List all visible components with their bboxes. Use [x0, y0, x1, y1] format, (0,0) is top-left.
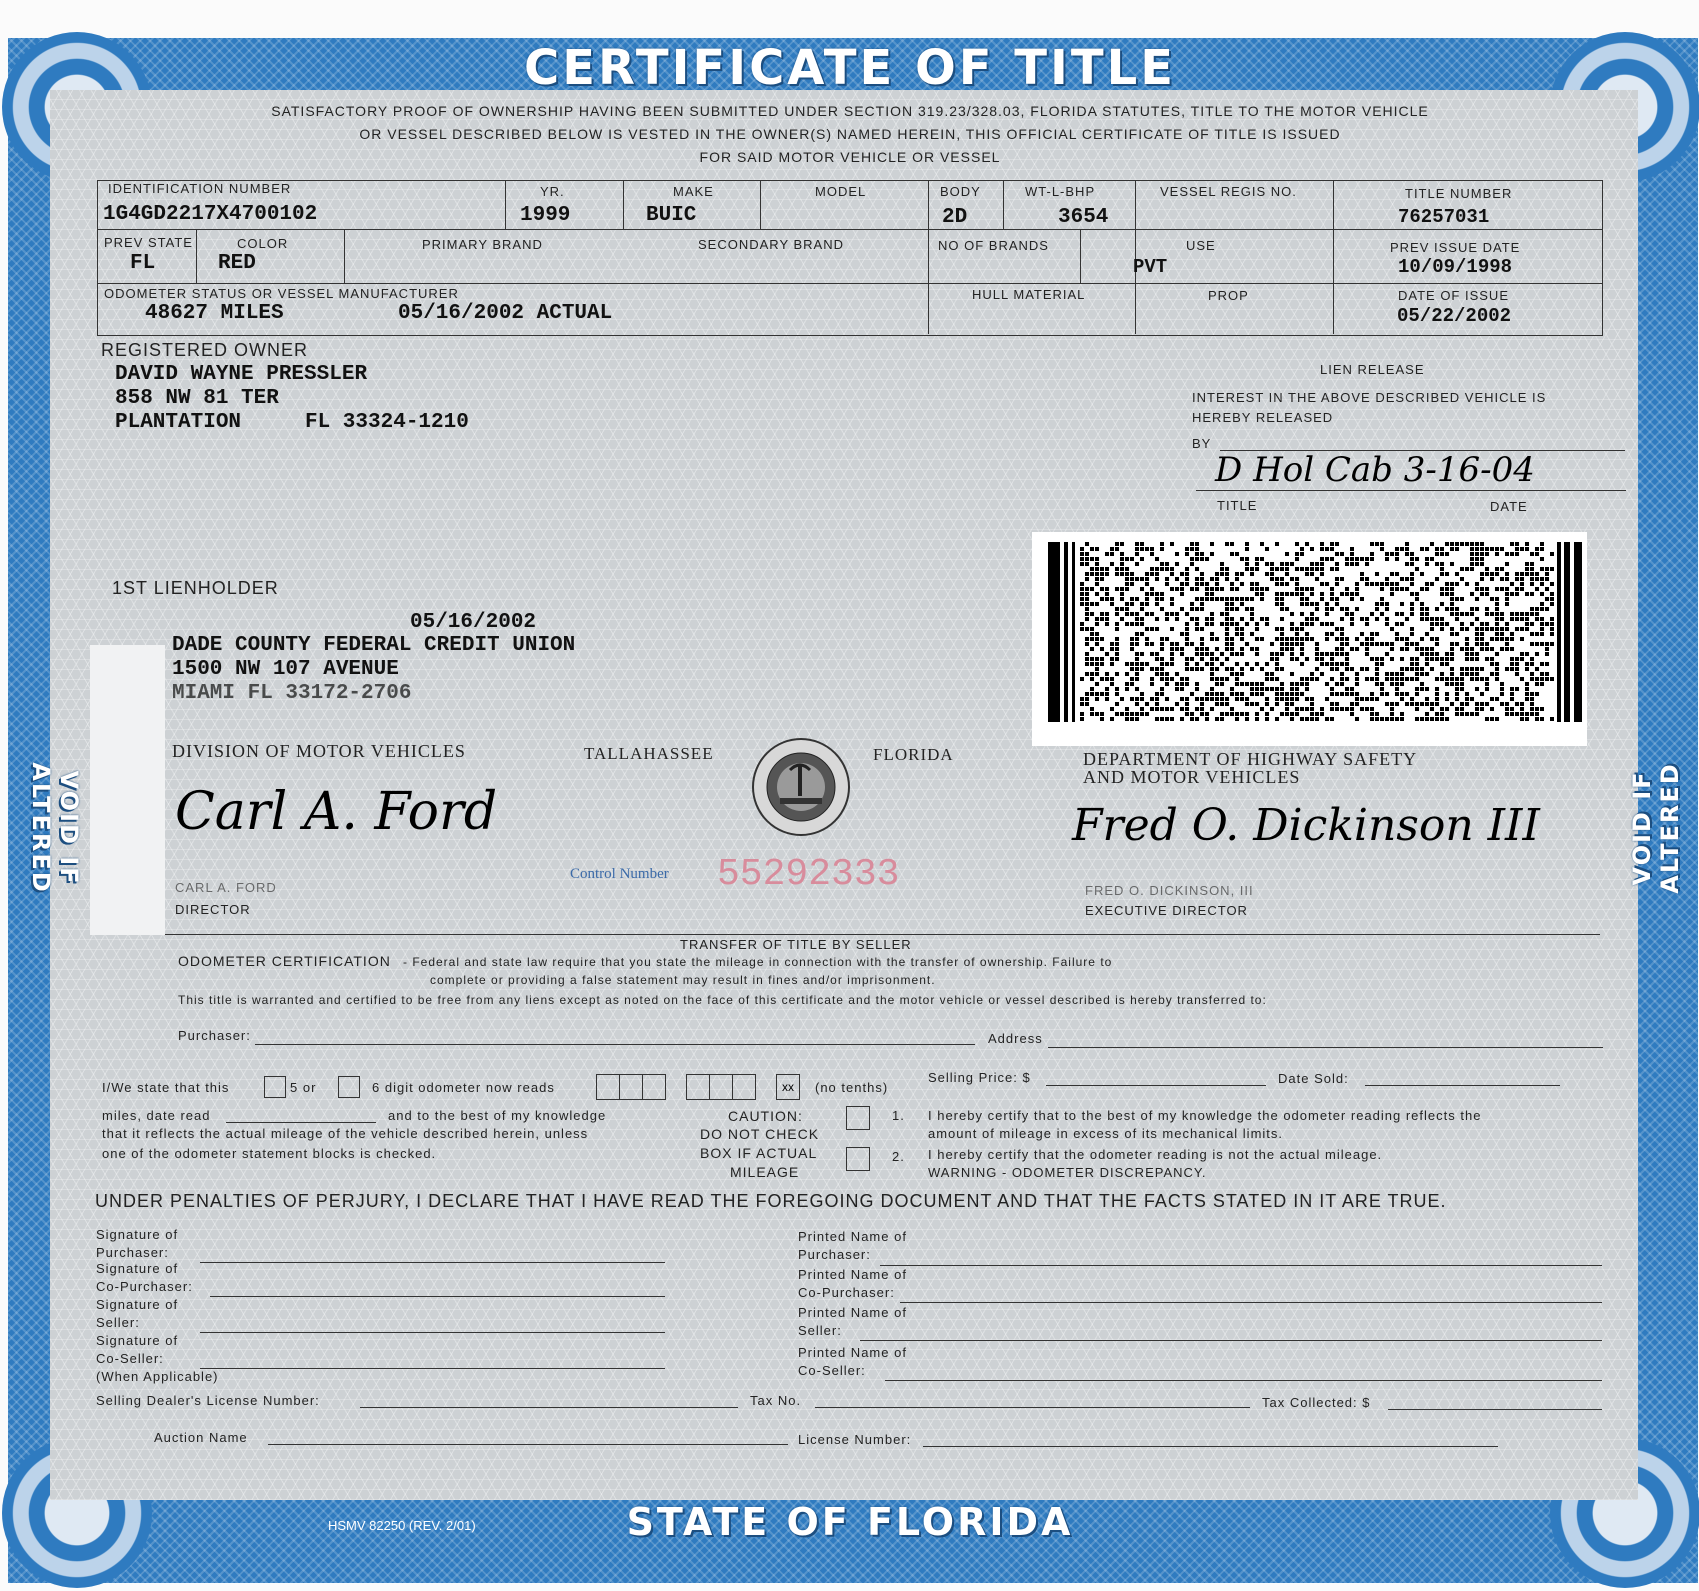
date-sold-field[interactable]	[1365, 1085, 1560, 1086]
auction-name-label: Auction Name	[154, 1430, 248, 1445]
vessel-regis-label: VESSEL REGIS NO.	[1160, 184, 1297, 199]
excess-mileage-checkbox[interactable]	[846, 1106, 870, 1130]
cert2-line2: WARNING - ODOMETER DISCREPANCY.	[928, 1165, 1207, 1180]
control-number: 55292333	[717, 853, 900, 896]
odometer-digit[interactable]	[642, 1074, 666, 1100]
caution-line4: MILEAGE	[730, 1164, 800, 1180]
prev-state-label: PREV STATE	[104, 235, 193, 250]
table-divider	[97, 229, 1602, 230]
owner-street: 858 NW 81 TER	[115, 387, 279, 410]
executive-name: FRED O. DICKINSON, III	[1085, 883, 1254, 898]
primary-brand-label: PRIMARY BRAND	[422, 237, 543, 252]
selling-price-field[interactable]	[1046, 1085, 1266, 1086]
miles-line2: that it reflects the actual mileage of the vehicle described herein, unless	[102, 1126, 589, 1141]
table-divider	[344, 229, 345, 284]
secondary-brand-label: SECONDARY BRAND	[698, 237, 844, 252]
signature-coseller-label: Signature of Co-Seller: (When Applicable)	[96, 1333, 219, 1384]
signature-seller-label: Signature of Seller:	[96, 1297, 179, 1330]
make-value: BUIC	[646, 204, 697, 227]
printed-purchaser-field[interactable]	[880, 1265, 1602, 1266]
ownership-statement-3: FOR SAID MOTOR VEHICLE OR VESSEL	[699, 149, 1001, 165]
identification-number-label: IDENTIFICATION NUMBER	[108, 181, 292, 196]
cert-number-1: 1.	[892, 1108, 905, 1123]
warranty-text: This title is warranted and certified to be free from any liens except as noted on the face of this certificate and the motor vehicle or vessel described is hereby transferred to:	[178, 993, 1267, 1007]
no-tenths-label: (no tenths)	[815, 1080, 889, 1095]
table-divider	[1003, 180, 1004, 230]
table-divider	[1080, 229, 1081, 284]
printed-coseller-label: Printed Name of Co-Seller:	[798, 1345, 907, 1378]
prop-label: PROP	[1208, 288, 1249, 303]
title-number: 76257031	[1398, 206, 1490, 228]
odometer-statement-a: I/We state that this	[102, 1080, 230, 1095]
vehicle-info-table	[97, 180, 1603, 336]
void-if-altered-left: VOID IF ALTERED	[27, 762, 83, 894]
miles-line1b: and to the best of my knowledge	[388, 1108, 607, 1123]
odometer-statement-b: 5 or	[290, 1080, 317, 1095]
caution-line2: DO NOT CHECK	[700, 1126, 820, 1142]
year-value: 1999	[520, 204, 571, 227]
tax-no-label: Tax No.	[750, 1393, 802, 1408]
license-number-field[interactable]	[923, 1446, 1498, 1447]
odometer-tenths-box: xx	[776, 1074, 800, 1100]
prev-issue-date: 10/09/1998	[1398, 256, 1513, 278]
address-field[interactable]	[1048, 1047, 1603, 1048]
date-of-issue-label: DATE OF ISSUE	[1398, 288, 1509, 303]
lien-release-title-label: TITLE	[1217, 498, 1258, 513]
table-divider	[505, 180, 506, 230]
lien-release-title-line	[1196, 490, 1626, 491]
odometer-statement-c: 6 digit odometer now reads	[372, 1080, 555, 1095]
lienholder-name: DADE COUNTY FEDERAL CREDIT UNION	[172, 634, 576, 657]
purchaser-label: Purchaser:	[178, 1028, 251, 1043]
not-actual-mileage-checkbox[interactable]	[846, 1147, 870, 1171]
use-label: USE	[1186, 238, 1216, 253]
identification-number: 1G4GD2217X4700102	[103, 203, 318, 226]
license-number-label: License Number:	[798, 1432, 912, 1447]
cert2-line1: I hereby certify that the odometer reading is not the actual mileage.	[928, 1147, 1383, 1162]
signature-seller-field[interactable]	[200, 1332, 665, 1333]
signature-copurchaser-field[interactable]	[210, 1296, 665, 1297]
odometer-digit[interactable]	[619, 1074, 643, 1100]
table-divider	[760, 180, 761, 230]
control-number-label: Control Number	[570, 866, 669, 882]
lienholder-street: 1500 NW 107 AVENUE	[172, 658, 399, 681]
odometer-miles: 48627 MILES	[145, 302, 284, 325]
selling-price-label: Selling Price: $	[928, 1070, 1031, 1085]
department-line2: AND MOTOR VEHICLES	[1083, 767, 1301, 787]
dealer-license-field[interactable]	[360, 1407, 738, 1408]
ownership-statement-1: SATISFACTORY PROOF OF OWNERSHIP HAVING BEEN SUBMITTED UNDER SECTION 319.23/328.03, FLORIDA STATUTES, TITLE TO THE MOTOR VEHICLE	[271, 103, 1429, 119]
pdf417-barcode	[1048, 542, 1582, 722]
cert-number-2: 2.	[892, 1149, 905, 1164]
signature-purchaser-field[interactable]	[200, 1262, 665, 1263]
date-read-field[interactable]	[226, 1122, 376, 1123]
table-divider	[623, 180, 624, 230]
odometer-digit[interactable]	[596, 1074, 620, 1100]
lien-release-by: BY	[1192, 436, 1212, 451]
tax-collected-field[interactable]	[1388, 1409, 1602, 1410]
prev-state-value: FL	[130, 252, 156, 275]
printed-coseller-field[interactable]	[885, 1380, 1602, 1381]
certificate-title: CERTIFICATE OF TITLE	[524, 40, 1176, 96]
signature-copurchaser-label: Signature of Co-Purchaser:	[96, 1261, 193, 1294]
director-signature: Carl A. Ford	[175, 782, 498, 842]
caution-line1: CAUTION:	[728, 1108, 803, 1124]
transfer-heading: TRANSFER OF TITLE BY SELLER	[680, 937, 912, 952]
lien-release-signature: D Hol Cab 3-16-04	[1215, 450, 1535, 490]
printed-copurchaser-field[interactable]	[900, 1302, 1602, 1303]
auction-name-field[interactable]	[268, 1444, 788, 1445]
title-number-label: TITLE NUMBER	[1405, 186, 1513, 201]
model-label: MODEL	[815, 184, 867, 199]
tax-collected-label: Tax Collected: $	[1262, 1395, 1371, 1410]
ownership-statement-2: OR VESSEL DESCRIBED BELOW IS VESTED IN THE OWNER(S) NAMED HEREIN, THIS OFFICIAL CERTIFICATE OF TITLE IS ISSUED	[359, 126, 1341, 142]
odometer-digit[interactable]	[732, 1074, 756, 1100]
cert1-line1: I hereby certify that to the best of my knowledge the odometer reading reflects the	[928, 1108, 1482, 1123]
perjury-statement: UNDER PENALTIES OF PERJURY, I DECLARE THAT I HAVE READ THE FOREGOING DOCUMENT AND THAT THE FACTS STATED IN IT ARE TRUE.	[95, 1191, 1447, 1211]
color-value: RED	[218, 252, 256, 275]
caution-line3: BOX IF ACTUAL	[700, 1145, 818, 1161]
lien-release-heading: LIEN RELEASE	[1320, 362, 1425, 377]
miles-line3: one of the odometer statement blocks is checked.	[102, 1146, 437, 1161]
purchaser-field[interactable]	[255, 1044, 975, 1045]
odometer-digit[interactable]	[709, 1074, 733, 1100]
lien-release-line2: HEREBY RELEASED	[1192, 410, 1334, 425]
table-divider	[196, 229, 197, 284]
printed-copurchaser-label: Printed Name of Co-Purchaser:	[798, 1267, 907, 1300]
five-digit-checkbox[interactable]	[264, 1076, 286, 1098]
date-sold-label: Date Sold:	[1278, 1071, 1349, 1086]
year-label: YR.	[540, 184, 565, 199]
owner-state-zip: FL 33324-1210	[305, 411, 469, 434]
address-label: Address	[988, 1031, 1043, 1046]
owner-name: DAVID WAYNE PRESSLER	[115, 363, 368, 386]
hull-material-label: HULL MATERIAL	[972, 287, 1086, 302]
printed-purchaser-label: Printed Name of Purchaser:	[798, 1229, 907, 1262]
printed-seller-label: Printed Name of Seller:	[798, 1305, 907, 1338]
lienholder-city: MIAMI FL 33172-2706	[172, 682, 412, 705]
table-divider	[97, 283, 1602, 284]
prev-issue-date-label: PREV ISSUE DATE	[1390, 240, 1521, 255]
florida-label: FLORIDA	[873, 745, 954, 764]
dealer-license-label: Selling Dealer's License Number:	[96, 1393, 320, 1408]
six-digit-checkbox[interactable]	[338, 1076, 360, 1098]
make-label: MAKE	[673, 184, 714, 199]
tax-no-field[interactable]	[815, 1407, 1250, 1408]
printed-seller-field[interactable]	[860, 1340, 1602, 1341]
lienholder-date: 05/16/2002	[410, 611, 537, 634]
owner-city: PLANTATION	[115, 411, 242, 434]
void-if-altered-right: VOID IF ALTERED	[1628, 762, 1684, 894]
director-name: CARL A. FORD	[175, 880, 277, 895]
paper-patch	[90, 645, 165, 935]
weight-label: WT-L-BHP	[1025, 184, 1096, 199]
odometer-cert-label: ODOMETER CERTIFICATION	[178, 953, 391, 969]
department-line1: DEPARTMENT OF HIGHWAY SAFETY	[1083, 749, 1418, 769]
odometer-cert-text1: - Federal and state law require that you state the mileage in connection with the transfer of ownership. Failure to	[403, 955, 1113, 969]
state-seal	[750, 736, 852, 838]
signature-coseller-field[interactable]	[200, 1368, 665, 1369]
table-divider	[928, 180, 929, 334]
odometer-status: 05/16/2002 ACTUAL	[398, 302, 613, 325]
tallahassee-label: TALLAHASSEE	[584, 744, 714, 763]
registered-owner-label: REGISTERED OWNER	[101, 340, 309, 360]
odometer-status-label: ODOMETER STATUS OR VESSEL MANUFACTURER	[104, 286, 459, 301]
transfer-divider	[165, 934, 1600, 935]
lienholder-label: 1ST LIENHOLDER	[112, 578, 279, 598]
body-label: BODY	[940, 184, 981, 199]
table-divider	[1333, 180, 1334, 334]
executive-title: EXECUTIVE DIRECTOR	[1085, 903, 1248, 918]
form-number: HSMV 82250 (REV. 2/01)	[328, 1518, 476, 1533]
weight-value: 3654	[1058, 206, 1109, 229]
director-title: DIRECTOR	[175, 902, 251, 917]
no-of-brands-label: NO OF BRANDS	[938, 238, 1049, 253]
use-value: PVT	[1133, 256, 1168, 278]
lien-release-date-label: DATE	[1490, 499, 1528, 514]
signature-purchaser-label: Signature of Purchaser:	[96, 1227, 179, 1260]
state-of-florida-banner: STATE OF FLORIDA	[626, 1500, 1074, 1544]
miles-line1a: miles, date read	[102, 1108, 211, 1123]
date-of-issue: 05/22/2002	[1397, 305, 1512, 327]
odometer-cert-text2: complete or providing a false statement may result in fines and/or imprisonment.	[430, 973, 936, 987]
odometer-digit[interactable]	[686, 1074, 710, 1100]
executive-signature: Fred O. Dickinson III	[1072, 800, 1540, 851]
division-label: DIVISION OF MOTOR VEHICLES	[172, 741, 466, 761]
lien-release-line1: INTEREST IN THE ABOVE DESCRIBED VEHICLE IS	[1192, 390, 1547, 405]
cert1-line2: amount of mileage in excess of its mechanical limits.	[928, 1126, 1284, 1141]
color-label: COLOR	[237, 236, 289, 251]
body-value: 2D	[942, 206, 968, 229]
